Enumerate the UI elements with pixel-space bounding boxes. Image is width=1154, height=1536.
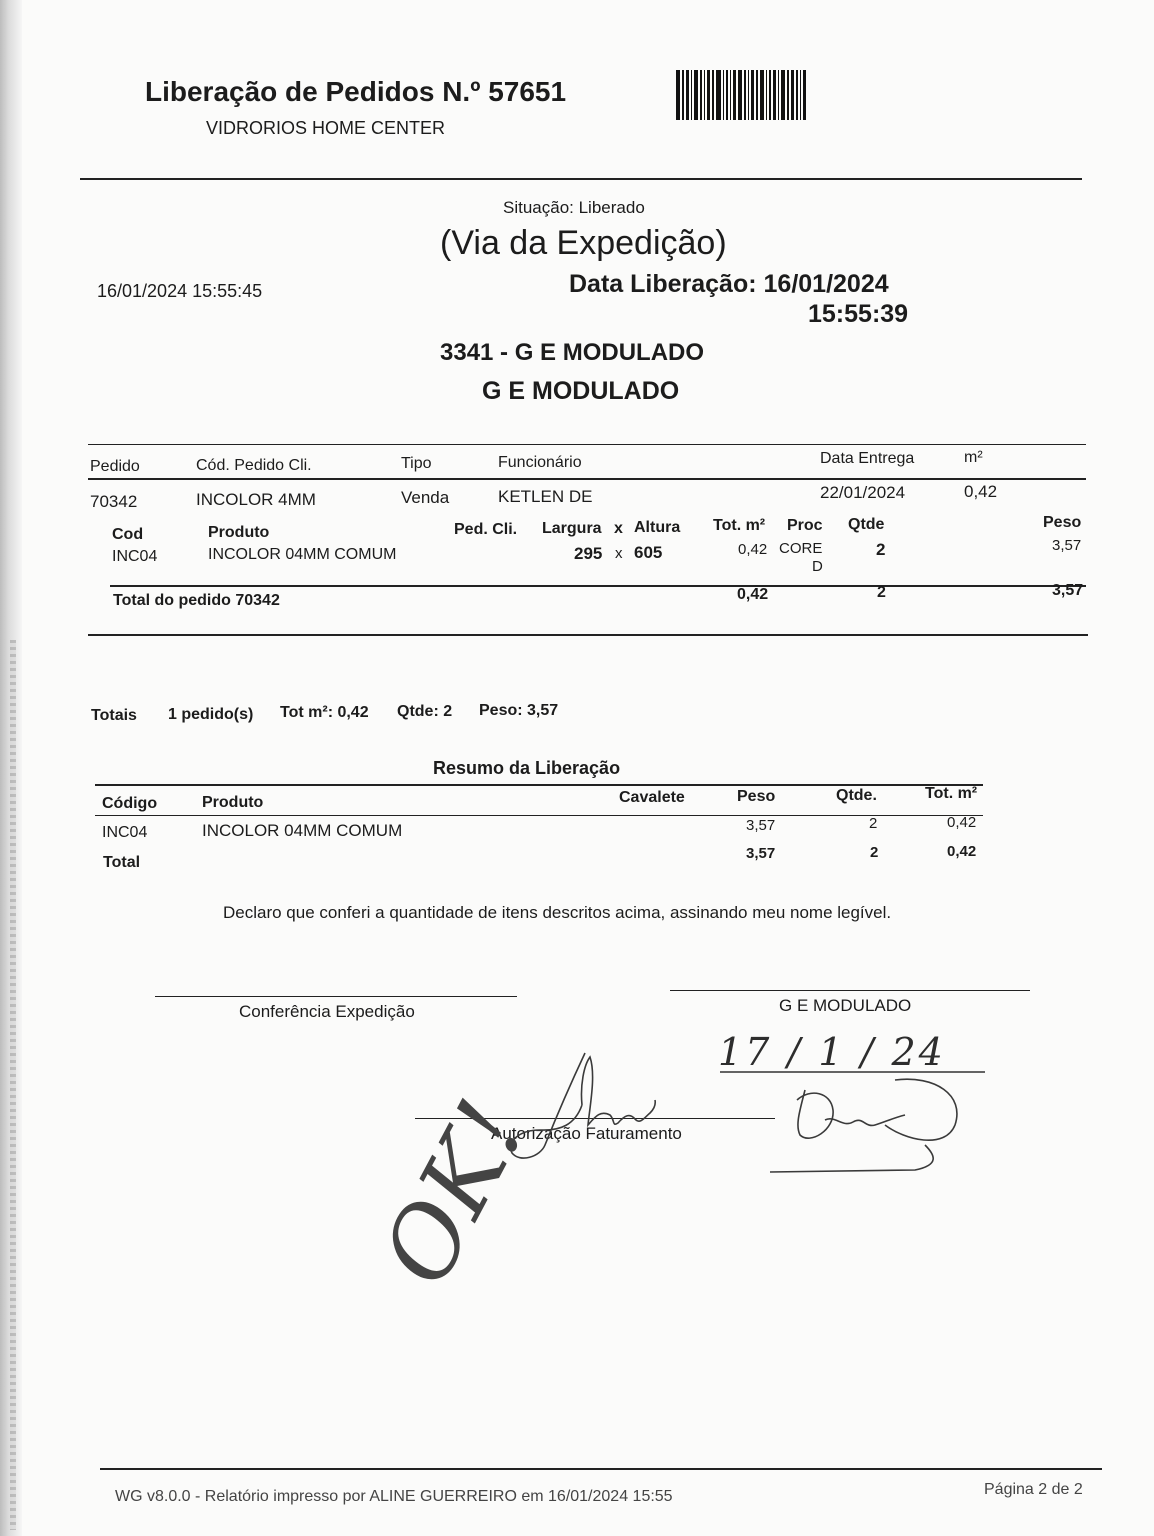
item-proc: CORE: [779, 540, 823, 557]
handwritten-ok: OK!: [360, 1083, 548, 1303]
summary-title: Resumo da Liberação: [433, 758, 621, 778]
totals-m2: Tot m²: 0,42: [280, 704, 369, 721]
footer-divider: [100, 1468, 1102, 1470]
item-col-cod: Cod: [112, 526, 144, 543]
item-width: 295: [574, 544, 603, 563]
order-total-weight: 3,57: [1052, 582, 1084, 599]
col-cod-pedido-cli: Cód. Pedido Cli.: [196, 457, 312, 474]
item-col-produto: Produto: [208, 524, 270, 541]
print-datetime: 16/01/2024 15:55:45: [97, 281, 263, 301]
summary-total-qty: 2: [870, 844, 879, 861]
item-product: INCOLOR 04MM COMUM: [208, 546, 397, 563]
col-m2: m²: [964, 449, 983, 466]
totals-orders: 1 pedido(s): [168, 706, 254, 723]
totals-label: Totais: [91, 707, 137, 724]
order-total-qty: 2: [877, 584, 886, 601]
order-employee: KETLEN DE: [498, 487, 593, 506]
client-signature-label: G E MODULADO: [779, 996, 912, 1015]
summary-weight: 3,57: [746, 817, 776, 834]
client-signature-line: [670, 990, 1030, 991]
item-height: 605: [634, 543, 663, 562]
release-time: 15:55:39: [808, 300, 909, 328]
order-m2: 0,42: [964, 482, 998, 501]
col-data-entrega: Data Entrega: [820, 450, 915, 467]
conferencia-signature-line: [155, 996, 517, 997]
autorizacao-label: Autorização Faturamento: [491, 1124, 682, 1143]
col-tipo: Tipo: [401, 455, 432, 472]
status-label: Situação: Liberado: [503, 198, 645, 217]
item-col-tot-m2: Tot. m²: [713, 517, 766, 534]
summary-qty: 2: [869, 815, 878, 832]
declaration-text: Declaro que conferi a quantidade de itens descritos acima, assinando meu nome legível.: [223, 903, 892, 922]
item-col-largura: Largura: [542, 520, 602, 537]
item-qty: 2: [876, 540, 886, 559]
header-divider: [80, 178, 1082, 180]
summary-col-codigo: Código: [102, 795, 158, 812]
order-table-top: [88, 444, 1086, 445]
document-title: Liberação de Pedidos N.º 57651: [145, 76, 567, 107]
order-type: Venda: [401, 488, 450, 507]
summary-m2: 0,42: [947, 814, 977, 831]
item-col-peso: Peso: [1043, 514, 1082, 531]
item-proc-cont: D: [812, 558, 823, 575]
item-col-proc: Proc: [787, 517, 823, 534]
client-name: G E MODULADO: [482, 377, 680, 405]
item-col-x: x: [614, 520, 623, 537]
summary-total-weight: 3,57: [746, 845, 776, 862]
item-col-qtde: Qtde: [848, 516, 885, 533]
order-total-label: Total do pedido 70342: [113, 592, 280, 609]
copy-type: (Via da Expedição): [440, 224, 727, 262]
order-number: 70342: [90, 492, 138, 511]
client-code-name: 3341 - G E MODULADO: [440, 339, 705, 366]
summary-col-cavalete: Cavalete: [619, 789, 685, 806]
release-date: 16/01/2024: [763, 270, 889, 298]
order-delivery-date: 22/01/2024: [820, 483, 906, 502]
totals-qty: Qtde: 2: [397, 703, 453, 720]
order-total-m2: 0,42: [737, 586, 769, 603]
item-tot-m2: 0,42: [738, 541, 768, 558]
item-total-divider: [110, 585, 1086, 587]
col-funcionario: Funcionário: [498, 454, 582, 471]
release-label: Data Liberação:: [569, 270, 757, 298]
order-client-code: INCOLOR 4MM: [196, 490, 316, 509]
summary-total-m2: 0,42: [947, 843, 977, 860]
summary-header-divider: [95, 815, 983, 816]
summary-top: [95, 784, 983, 786]
order-header-divider: [88, 478, 1086, 480]
summary-product: INCOLOR 04MM COMUM: [202, 821, 403, 840]
company-name: VIDRORIOS HOME CENTER: [206, 118, 446, 138]
handwritten-date: 17 / 1 / 24: [718, 1030, 946, 1074]
item-col-altura: Altura: [634, 519, 681, 536]
summary-col-tot-m2: Tot. m²: [925, 785, 978, 802]
item-times: x: [615, 545, 623, 562]
signature-client: [765, 1070, 975, 1190]
summary-col-peso: Peso: [737, 788, 776, 805]
item-code: INC04: [112, 548, 158, 565]
summary-col-produto: Produto: [202, 794, 264, 811]
col-pedido: Pedido: [90, 458, 140, 475]
item-weight: 3,57: [1052, 537, 1082, 554]
barcode: [676, 70, 850, 120]
item-col-ped-cli: Ped. Cli.: [454, 521, 518, 538]
order-table-bottom: [88, 634, 1088, 636]
totals-weight: Peso: 3,57: [479, 702, 559, 719]
footer-page-number: Página 2 de 2: [984, 1481, 1083, 1498]
summary-code: INC04: [102, 824, 148, 841]
scan-edge-artifact: [10, 640, 16, 1530]
footer-printed-by: WG v8.0.0 - Relatório impresso por ALINE GUERREIRO em 16/01/2024 15:55: [115, 1488, 673, 1505]
summary-col-qtde: Qtde.: [836, 787, 877, 804]
conferencia-label: Conferência Expedição: [239, 1002, 415, 1021]
summary-total-label: Total: [103, 854, 141, 871]
